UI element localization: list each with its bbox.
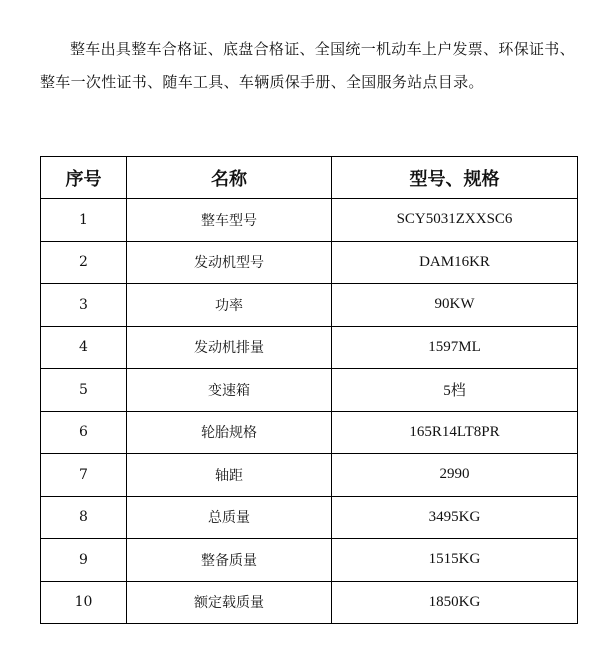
- table-row: [41, 241, 578, 284]
- row-name: 发动机排量: [127, 326, 332, 369]
- row-spec: 1515KG: [332, 539, 578, 582]
- table-header-row: [41, 157, 578, 199]
- row-number: 9: [41, 539, 127, 582]
- row-number: 6: [41, 411, 127, 454]
- table-row: [41, 411, 578, 454]
- table-row: [41, 199, 578, 242]
- row-number: 4: [41, 326, 127, 369]
- table-row: [41, 284, 578, 327]
- row-spec: 1850KG: [332, 581, 578, 624]
- row-number: 8: [41, 496, 127, 539]
- row-name: 变速箱: [127, 369, 332, 412]
- row-name: 轴距: [127, 454, 332, 497]
- row-spec: 90KW: [332, 284, 578, 327]
- row-spec: DAM16KR: [332, 241, 578, 284]
- table-row: [41, 326, 578, 369]
- row-name: 发动机型号: [127, 241, 332, 284]
- intro-paragraph: 整车出具整车合格证、底盘合格证、全国统一机动车上户发票、环保证书、整车一次性证书、随车工具、车辆质保手册、全国服务站点目录。: [40, 40, 575, 91]
- row-name: 功率: [127, 284, 332, 327]
- row-spec: 3495KG: [332, 496, 578, 539]
- vehicle-spec-table: [40, 156, 578, 624]
- header-serial-number: 序号: [41, 157, 127, 199]
- row-name: 轮胎规格: [127, 411, 332, 454]
- row-number: 7: [41, 454, 127, 497]
- row-number: 2: [41, 241, 127, 284]
- row-name: 整备质量: [127, 539, 332, 582]
- row-number: 3: [41, 284, 127, 327]
- row-number: 5: [41, 369, 127, 412]
- table-row: [41, 539, 578, 582]
- row-name: 额定载质量: [127, 581, 332, 624]
- row-name: 整车型号: [127, 199, 332, 242]
- row-spec: SCY5031ZXXSC6: [332, 199, 578, 242]
- row-spec: 2990: [332, 454, 578, 497]
- row-spec: 1597ML: [332, 326, 578, 369]
- table-row: [41, 369, 578, 412]
- row-name: 总质量: [127, 496, 332, 539]
- table-row: [41, 581, 578, 624]
- row-spec: 5档: [332, 369, 578, 412]
- header-name: 名称: [127, 157, 332, 199]
- row-spec: 165R14LT8PR: [332, 411, 578, 454]
- row-number: 1: [41, 199, 127, 242]
- table-row: [41, 496, 578, 539]
- header-model-spec: 型号、规格: [332, 157, 578, 199]
- table-row: [41, 454, 578, 497]
- row-number: 10: [41, 581, 127, 624]
